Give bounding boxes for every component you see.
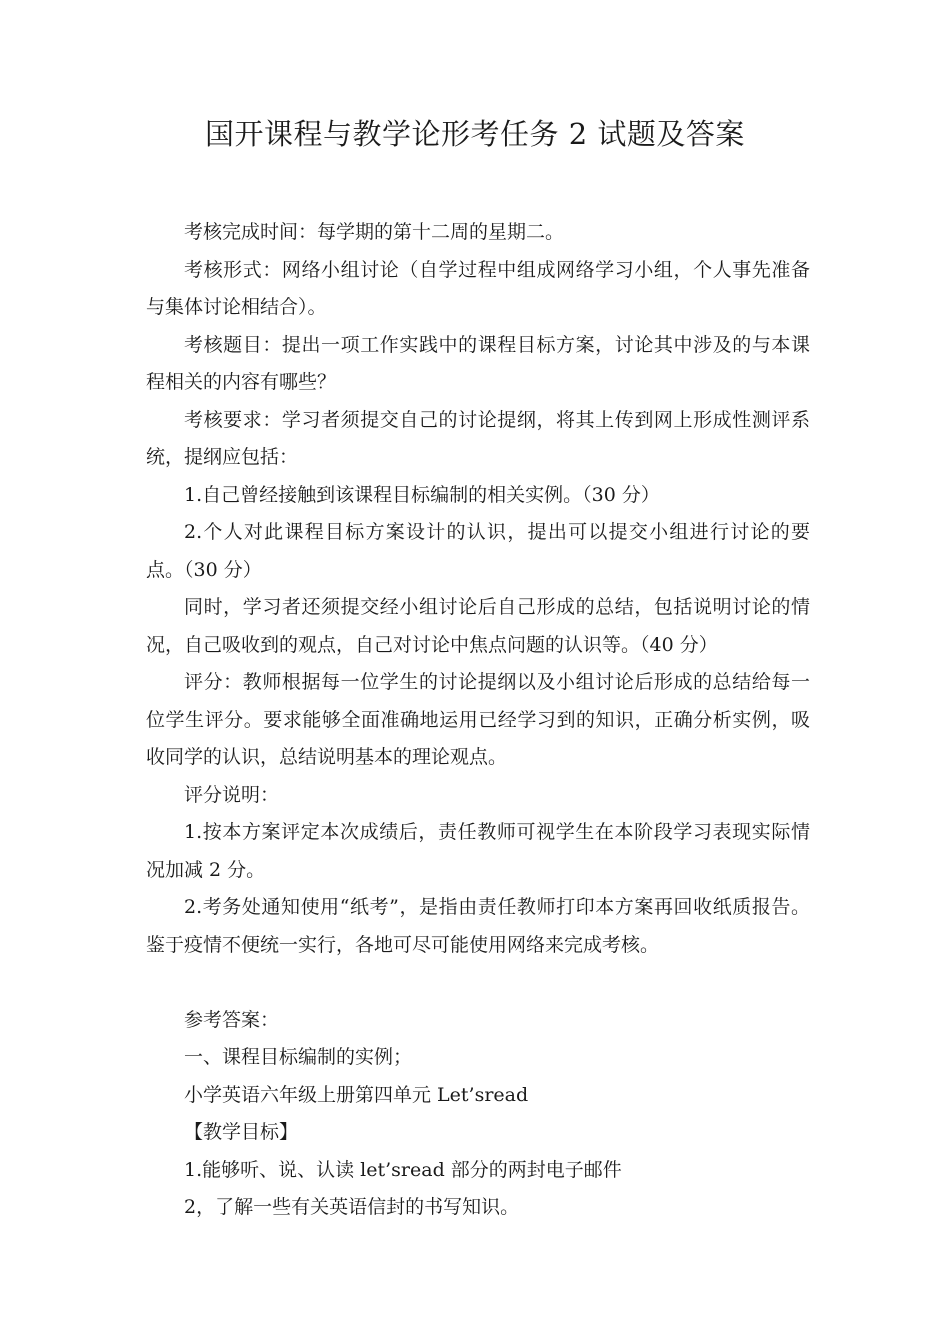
answer-objective-2: 2，了解一些有关英语信封的书写知识。 [184, 1196, 520, 1218]
answer-section-1: 一、课程目标编制的实例； [184, 1046, 413, 1068]
answer-heading: 参考答案： [184, 1008, 280, 1031]
paragraph-grading-notes-heading: 评分说明： [184, 783, 280, 806]
paragraph-summary-requirement: 同时，学习者还须提交经小组讨论后自己形成的总结，包括说明讨论的情况，自己吸收到的观点，自己对讨论中焦点问题的认识等。（40 分） [146, 596, 810, 656]
answer-objectives-heading: 【教学目标】 [184, 1121, 299, 1143]
document-body [146, 214, 810, 1227]
paragraph-exam-time: 考核完成时间：每学期的第十二周的星期二。 [184, 221, 565, 243]
paragraph-grading-note-1: 1.按本方案评定本次成绩后，责任教师可视学生在本阶段学习表现实际情况加减 2 分。 [146, 821, 810, 881]
section-gap [146, 964, 810, 1002]
answer-lesson-title: 小学英语六年级上册第四单元 Let’sread [184, 1083, 529, 1106]
answer-objective-1: 1.能够听、说、认读 let’sread 部分的两封电子邮件 [184, 1158, 622, 1181]
paragraph-requirement-2: 2.个人对此课程目标方案设计的认识，提出可以提交小组进行讨论的要点。（30 分） [146, 521, 810, 581]
paragraph-grading-note-2: 2.考务处通知使用“纸考”，是指由责任教师打印本方案再回收纸质报告。鉴于疫情不便统一实行，各地可尽可能使用网络来完成考核。 [146, 896, 810, 956]
paragraph-grading: 评分：教师根据每一位学生的讨论提纲以及小组讨论后形成的总结给每一位学生评分。要求能够全面准确地运用已经学习到的知识，正确分析实例，吸收同学的认识，总结说明基本的理论观点。 [146, 671, 810, 768]
document-title: 国开课程与教学论形考任务 2 试题及答案 [205, 117, 745, 151]
paragraph-exam-requirements: 考核要求：学习者须提交自己的讨论提纲，将其上传到网上形成性测评系统，提纲应包括： [146, 408, 810, 468]
paragraph-exam-topic: 考核题目：提出一项工作实践中的课程目标方案，讨论其中涉及的与本课程相关的内容有哪些？ [146, 333, 810, 393]
paragraph-exam-form: 考核形式：网络小组讨论（自学过程中组成网络学习小组，个人事先准备与集体讨论相结合）。 [146, 258, 810, 318]
paragraph-requirement-1: 1.自己曾经接触到该课程目标编制的相关实例。（30 分） [184, 483, 660, 506]
